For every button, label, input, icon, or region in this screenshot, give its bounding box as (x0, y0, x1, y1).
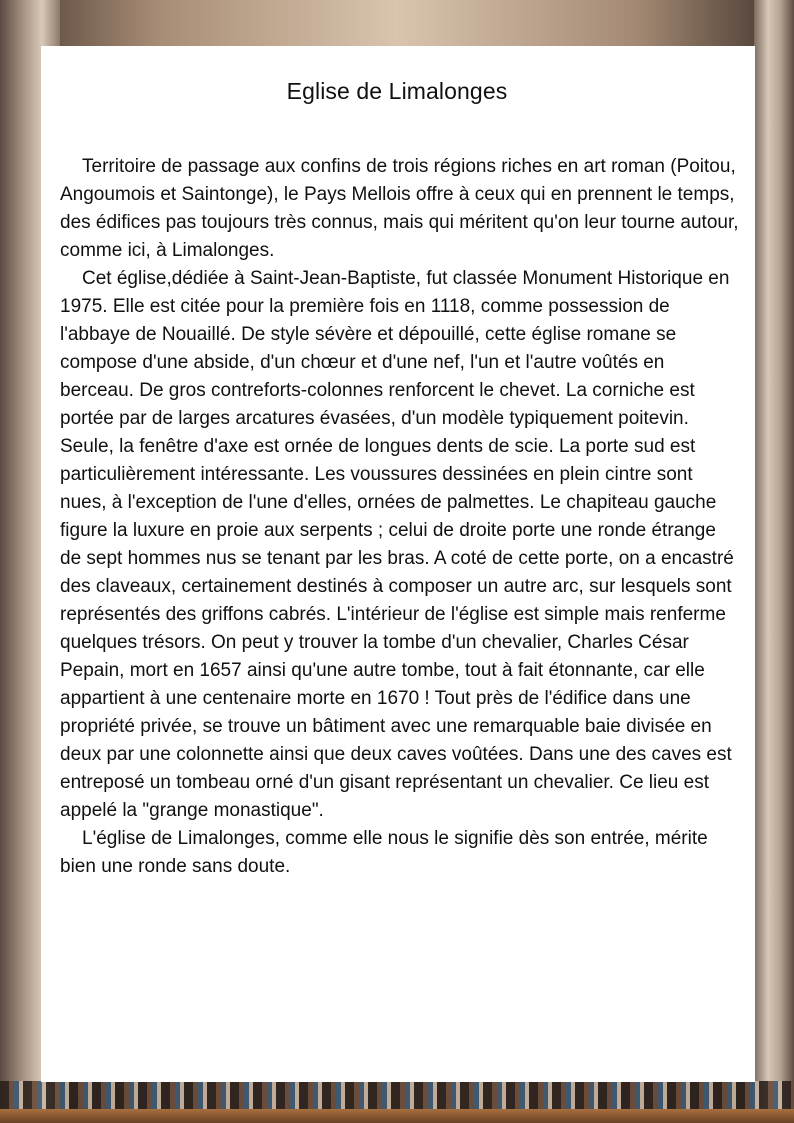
document-title: Eglise de Limalonges (286, 78, 508, 104)
background-vault (0, 0, 794, 46)
document-body (60, 153, 740, 881)
background-pews (0, 1109, 794, 1123)
paragraph-history: Cet église,dédiée à Saint-Jean-Baptiste, fut classée Monument Historique en 1975. Elle est citée pour la première fois en 1118, comme possession de l'abbaye de Nouaillé. De style sévère et dépouillé, cette église romane se compose d'une abside, d'un chœur et d'une nef, l'un et l'autre voûtés en berceau. De gros contreforts-colonnes renforcent le chevet. La corniche est portée par de larges arcatures évasées, d'un modèle typiquement poitevin. Seule, la fenêtre d'axe est ornée de longues dents de scie. La porte sud est particulièrement intéressante. Les voussures dessinées en plein cintre sont nues, à l'exception de l'une d'elles, ornées de palmettes. Le chapiteau gauche figure la luxure en proie aux serpents ; celui de droite porte une ronde étrange de sept hommes nus se tenant par les bras. A coté de cette porte, on a encastré des claveaux, certainement destinés à composer un autre arc, sur lesquels sont représentés des griffons cabrés. L'intérieur de l'église est simple mais renferme quelques trésors. On peut y trouver la tombe d'un chevalier, Charles César Pepain, mort en 1657 ainsi qu'une autre tombe, tout à fait étonnante, car elle appartient à une centenaire morte en 1670 ! Tout près de l'édifice dans une propriété privée, se trouve un bâtiment avec une remarquable baie divisée en deux par une colonnette ainsi que deux caves voûtées. Dans une des caves est entreposé un tombeau orné d'un gisant représentant un chevalier. Ce lieu est appelé la "grange monastique". (60, 268, 734, 821)
paragraph-conclusion: L'église de Limalonges, comme elle nous le signifie dès son entrée, mérite bien une ronde sans doute. (60, 828, 708, 877)
paragraph-intro: Territoire de passage aux confins de trois régions riches en art roman (Poitou, Angoumois et Saintonge), le Pays Mellois offre à ceux qui en prennent le temps, des édifices pas toujours très connus, mais qui méritent qu'on leur tourne autour, comme ici, à Limalonges. (60, 156, 739, 261)
background-pillar-right (754, 0, 794, 1123)
